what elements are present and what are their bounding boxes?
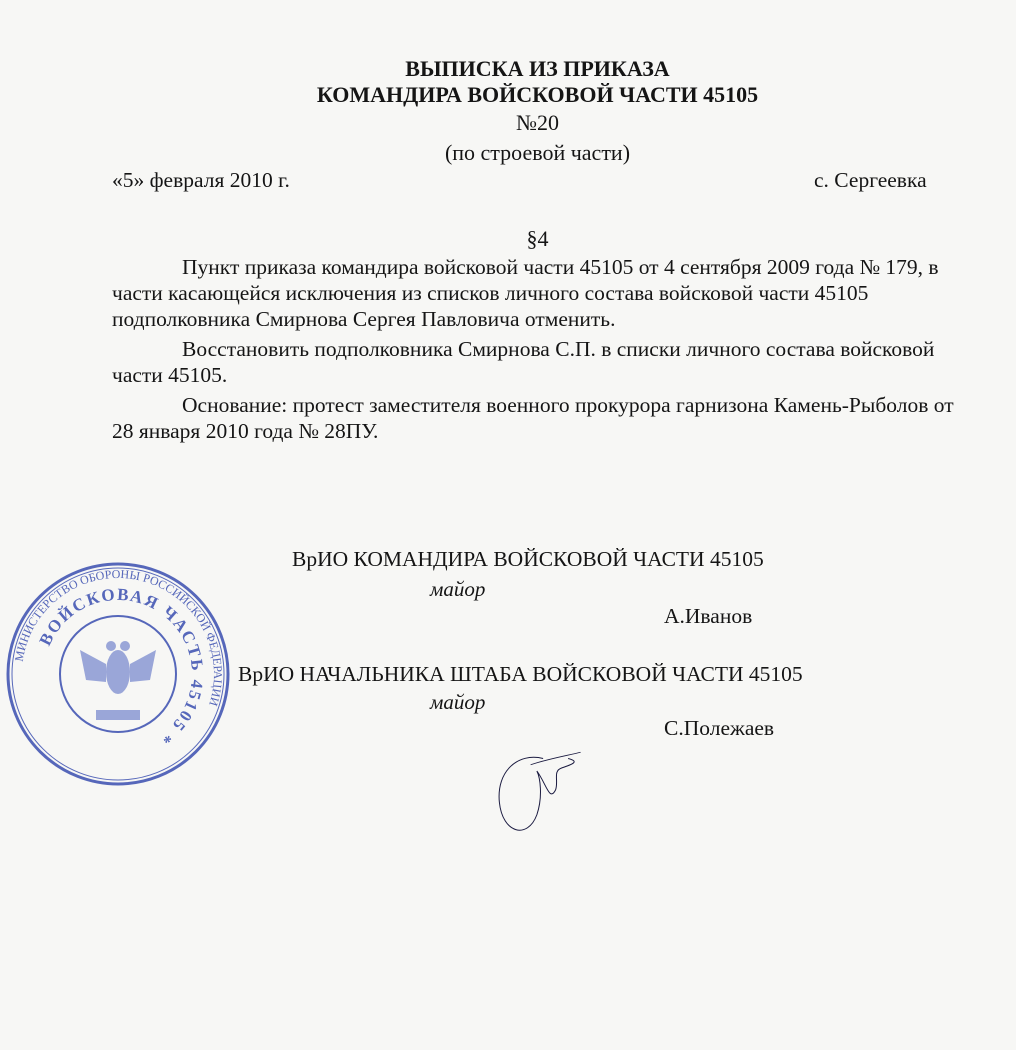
order-body xyxy=(112,254,962,448)
signatory-1-name: А.Иванов xyxy=(664,604,753,628)
order-subtitle: (по строевой части) xyxy=(444,140,631,165)
svg-text:МИНИСТЕРСТВО ОБОРОНЫ РОССИЙСКО: МИНИСТЕРСТВО ОБОРОНЫ РОССИЙСКОЙ ФЕДЕРАЦИИ xyxy=(11,566,226,708)
svg-text:ВОЙСКОВАЯ ЧАСТЬ 45105 *: ВОЙСКОВАЯ ЧАСТЬ 45105 * xyxy=(35,584,208,749)
signatory-1-position: ВрИО КОМАНДИРА ВОЙСКОВОЙ ЧАСТИ 45105 xyxy=(292,547,764,571)
signatory-1-rank: майор xyxy=(430,577,486,601)
signatory-2-rank: майор xyxy=(430,690,486,714)
document-title-line1: ВЫПИСКА ИЗ ПРИКАЗА xyxy=(405,56,670,81)
eagle-emblem-icon xyxy=(80,641,156,694)
order-place: с. Сергеевка xyxy=(814,168,927,192)
signatory-2-position: ВрИО НАЧАЛЬНИКА ШТАБА ВОЙСКОВОЙ ЧАСТИ 45105 xyxy=(238,662,803,686)
section-number: §4 xyxy=(526,226,549,251)
order-date: «5» февраля 2010 г. xyxy=(112,168,290,192)
paragraph-2: Восстановить подполковника Смирнова С.П. в списки личного состава войсковой части 45105. xyxy=(112,337,935,387)
document-title-line2: КОМАНДИРА ВОЙСКОВОЙ ЧАСТИ 45105 xyxy=(316,82,759,107)
official-seal xyxy=(4,560,232,788)
paragraph-3: Основание: протест заместителя военного прокурора гарнизона Камень-Рыболов от 28 января 2010 года № 28ПУ. xyxy=(112,393,954,443)
signatory-2-name: С.Полежаев xyxy=(664,716,775,740)
order-number: №20 xyxy=(516,110,559,135)
paragraph-1: Пункт приказа командира войсковой части 45105 от 4 сентября 2009 года № 179, в части касающейся исключения из списков личного состава войсковой части 45105 подполковника Смирнова Сергея Павловича отменить. xyxy=(112,255,939,331)
handwritten-signature xyxy=(465,746,615,846)
seal-bar xyxy=(96,710,140,720)
